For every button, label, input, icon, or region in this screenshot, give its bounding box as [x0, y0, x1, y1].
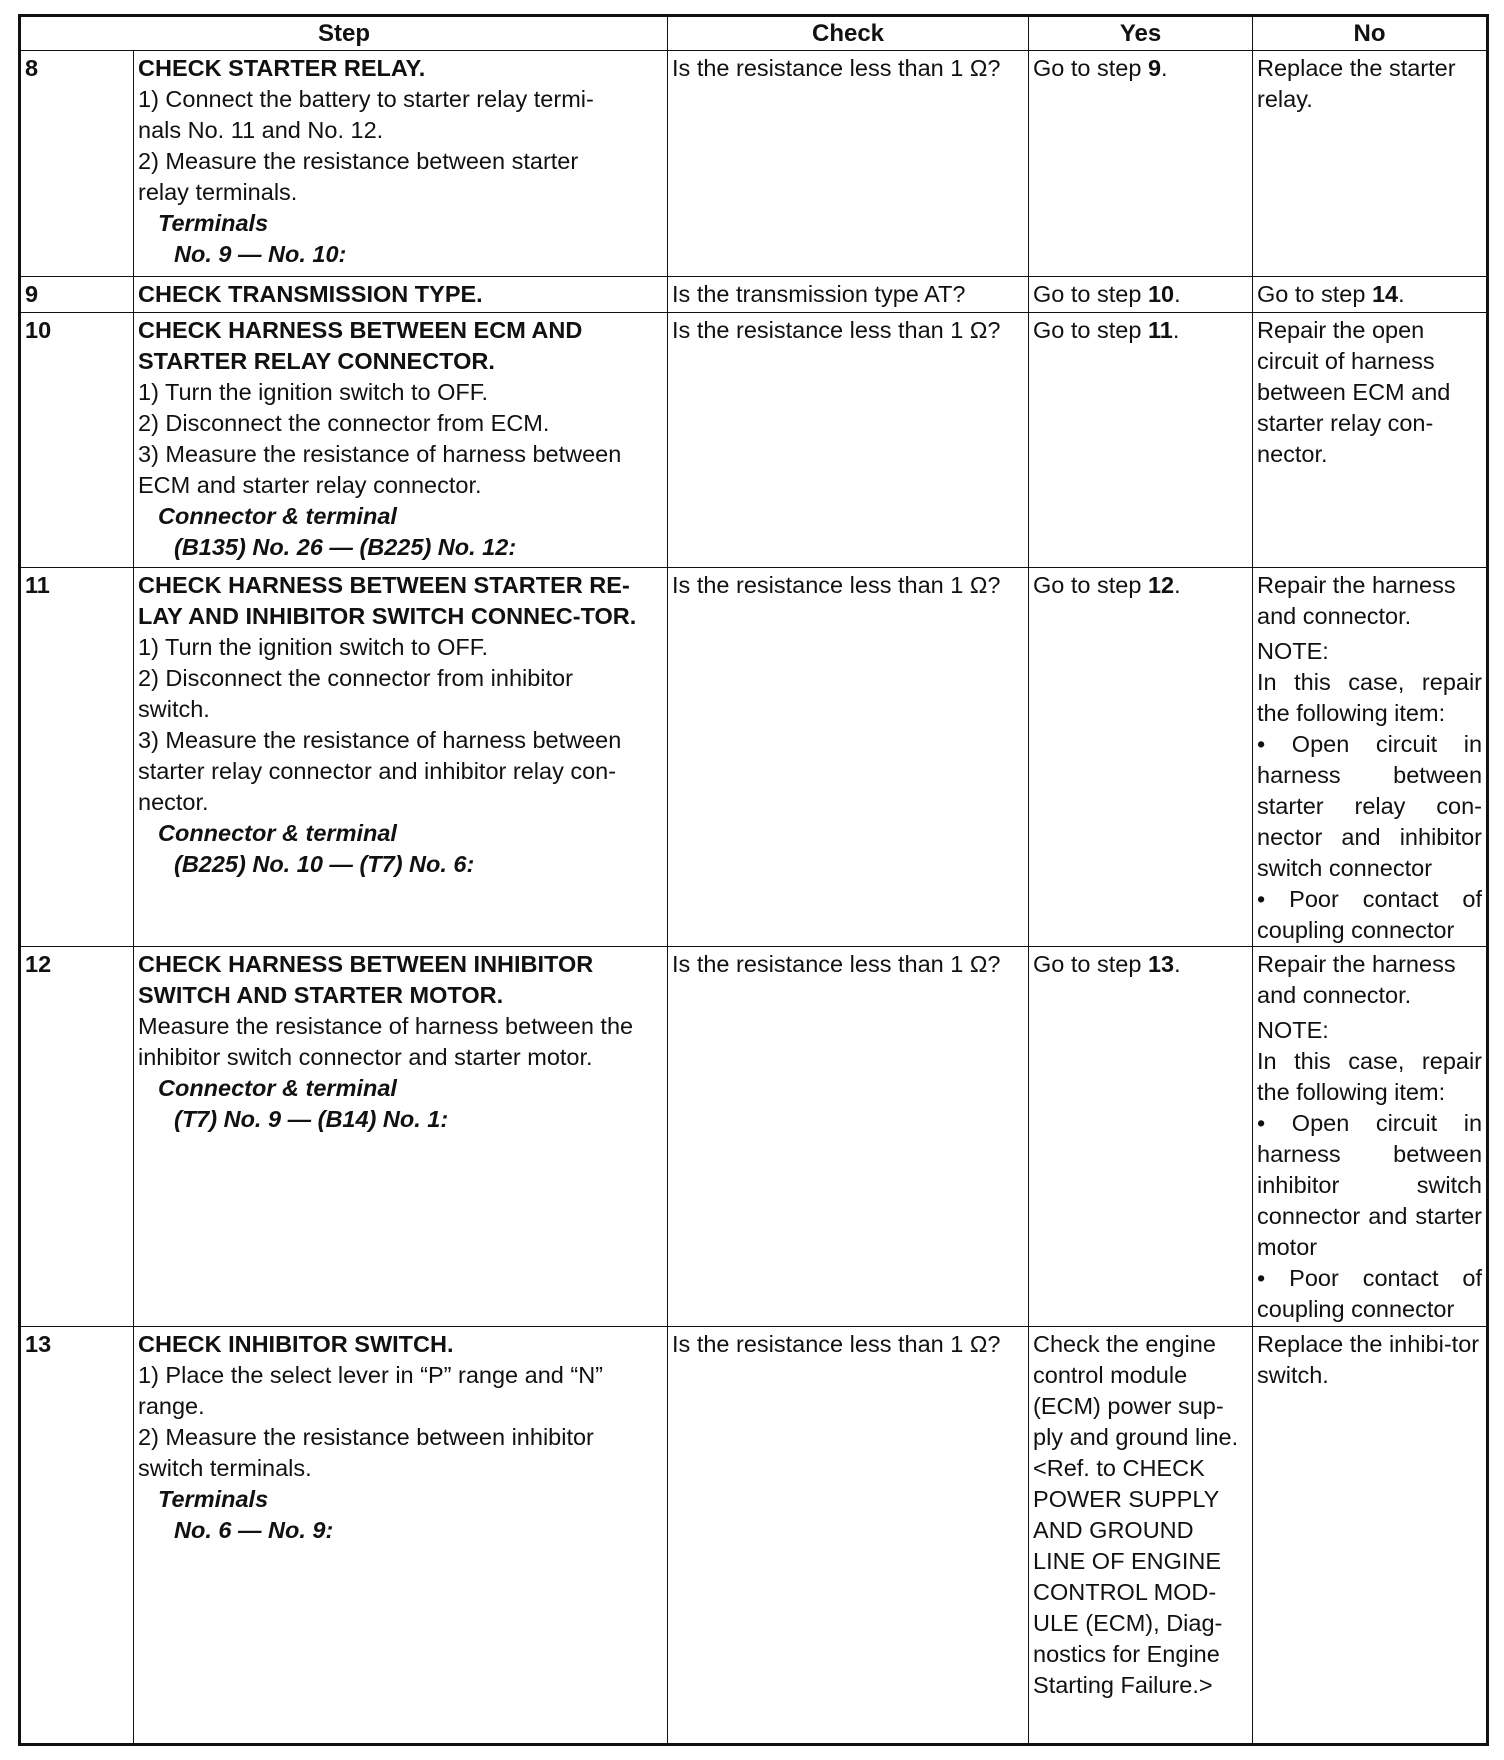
step-cell: [134, 313, 668, 568]
spec-value: (T7) No. 9 — (B14) No. 1:: [174, 1106, 449, 1132]
spec-label: Connector & terminal: [158, 820, 397, 846]
step-number: 10: [20, 313, 134, 568]
step-line: 1) Connect the battery to starter relay termi-: [138, 86, 594, 112]
no-cell: Replace the starter relay.: [1253, 51, 1488, 277]
check-cell: Is the transmission type AT?: [668, 277, 1029, 313]
step-line: 1) Place the select lever in “P” range and “N”: [138, 1362, 603, 1388]
spec-label: Connector & terminal: [158, 1075, 397, 1101]
step-cell: [134, 947, 668, 1327]
step-line: relay terminals.: [138, 179, 298, 205]
step-cell: [134, 568, 668, 947]
check-cell: Is the resistance less than 1 Ω?: [668, 313, 1029, 568]
step-number: 9: [20, 277, 134, 313]
step-title: CHECK HARNESS BETWEEN INHIBITOR SWITCH AND STARTER MOTOR.: [138, 951, 594, 1008]
no-cell: Repair the open circuit of harness between ECM and starter relay con-nector.: [1253, 313, 1488, 568]
table-row: [20, 277, 1488, 313]
step-line: nector.: [138, 789, 209, 815]
step-title: CHECK HARNESS BETWEEN STARTER RE-LAY AND INHIBITOR SWITCH CONNEC-TOR.: [138, 572, 637, 629]
note-bullet: • Poor contact of coupling connector: [1257, 1265, 1483, 1322]
note-text: In this case, repair the following item:: [1257, 669, 1483, 726]
step-line: 2) Measure the resistance between inhibitor: [138, 1424, 594, 1450]
yes-cell: [1029, 1327, 1253, 1745]
step-cell: [134, 277, 668, 313]
step-title: CHECK INHIBITOR SWITCH.: [138, 1331, 454, 1357]
yes-action: Check the engine control module (ECM) power sup-ply and ground line.: [1033, 1331, 1239, 1450]
header-no: No: [1253, 16, 1488, 51]
spec-label: Connector & terminal: [158, 503, 397, 529]
yes-step-number: 13: [1147, 951, 1175, 977]
step-line: inhibitor switch connector and starter motor.: [138, 1044, 593, 1070]
no-step-number: 14: [1371, 281, 1399, 307]
step-line: nals No. 11 and No. 12.: [138, 117, 384, 143]
step-line: 1) Turn the ignition switch to OFF.: [138, 634, 489, 660]
table-row: [20, 313, 1488, 568]
note-bullet: • Open circuit in harness between inhibitor switch connector and starter motor: [1257, 1110, 1483, 1260]
header-yes: Yes: [1029, 16, 1253, 51]
check-cell: Is the resistance less than 1 Ω?: [668, 1327, 1029, 1745]
spec-value: No. 9 — No. 10:: [174, 241, 347, 267]
step-line: 2) Measure the resistance between starter: [138, 148, 579, 174]
yes-cell: Go to step 11.: [1029, 313, 1253, 568]
header-check: Check: [668, 16, 1029, 51]
table-row: [20, 51, 1488, 277]
note-label: NOTE:: [1257, 638, 1329, 664]
step-title: CHECK HARNESS BETWEEN ECM AND STARTER RELAY CONNECTOR.: [138, 317, 583, 374]
step-line: 2) Disconnect the connector from ECM.: [138, 410, 550, 436]
step-line: 1) Turn the ignition switch to OFF.: [138, 379, 489, 405]
step-number: 8: [20, 51, 134, 277]
step-line: Measure the resistance of harness between the: [138, 1013, 634, 1039]
spec-label: Terminals: [158, 210, 269, 236]
no-action: Repair the harness and connector.: [1257, 951, 1456, 1008]
step-cell: [134, 51, 668, 277]
table-row: [20, 1327, 1488, 1745]
step-line: starter relay connector and inhibitor relay con-: [138, 758, 617, 784]
step-title: CHECK STARTER RELAY.: [138, 55, 426, 81]
step-line: 3) Measure the resistance of harness between: [138, 727, 622, 753]
yes-cell: Go to step 13.: [1029, 947, 1253, 1327]
yes-step-number: 9: [1147, 55, 1162, 81]
note-label: NOTE:: [1257, 1017, 1329, 1043]
spec-value: (B225) No. 10 — (T7) No. 6:: [174, 851, 475, 877]
no-action: Repair the harness and connector.: [1257, 572, 1456, 629]
spec-label: Terminals: [158, 1486, 269, 1512]
step-line: switch terminals.: [138, 1455, 312, 1481]
step-line: 2) Disconnect the connector from inhibitor: [138, 665, 573, 691]
yes-step-number: 10: [1147, 281, 1175, 307]
step-line: 3) Measure the resistance of harness between: [138, 441, 622, 467]
no-cell: Go to step 14.: [1253, 277, 1488, 313]
step-line: range.: [138, 1393, 205, 1419]
spec-value: No. 6 — No. 9:: [174, 1517, 334, 1543]
note-bullet: • Open circuit in harness between starter relay con-nector and inhibitor switch connector: [1257, 731, 1483, 881]
no-cell: [1253, 947, 1488, 1327]
step-title: CHECK TRANSMISSION TYPE.: [138, 281, 483, 307]
table-row: [20, 947, 1488, 1327]
yes-step-number: 11: [1147, 317, 1173, 343]
spec-value: (B135) No. 26 — (B225) No. 12:: [174, 534, 517, 560]
yes-cell: Go to step 9.: [1029, 51, 1253, 277]
yes-cell: Go to step 10.: [1029, 277, 1253, 313]
header-row: [20, 16, 1488, 51]
step-number: 12: [20, 947, 134, 1327]
step-cell: [134, 1327, 668, 1745]
yes-step-number: 12: [1147, 572, 1175, 598]
check-cell: Is the resistance less than 1 Ω?: [668, 51, 1029, 277]
no-cell: [1253, 568, 1488, 947]
table-row: [20, 568, 1488, 947]
step-number: 11: [20, 568, 134, 947]
yes-reference: <Ref. to CHECK POWER SUPPLY AND GROUND LINE OF ENGINE CONTROL MOD-ULE (ECM), Diag-nostics for Engine Starting Failure.>: [1033, 1455, 1223, 1698]
no-cell: Replace the inhibi-tor switch.: [1253, 1327, 1488, 1745]
step-line: ECM and starter relay connector.: [138, 472, 482, 498]
diagnostic-table: [18, 14, 1489, 1746]
step-number: 13: [20, 1327, 134, 1745]
yes-cell: Go to step 12.: [1029, 568, 1253, 947]
check-cell: Is the resistance less than 1 Ω?: [668, 947, 1029, 1327]
check-cell: Is the resistance less than 1 Ω?: [668, 568, 1029, 947]
step-line: switch.: [138, 696, 210, 722]
note-bullet: • Poor contact of coupling connector: [1257, 886, 1483, 943]
note-text: In this case, repair the following item:: [1257, 1048, 1483, 1105]
header-step: Step: [20, 16, 668, 51]
